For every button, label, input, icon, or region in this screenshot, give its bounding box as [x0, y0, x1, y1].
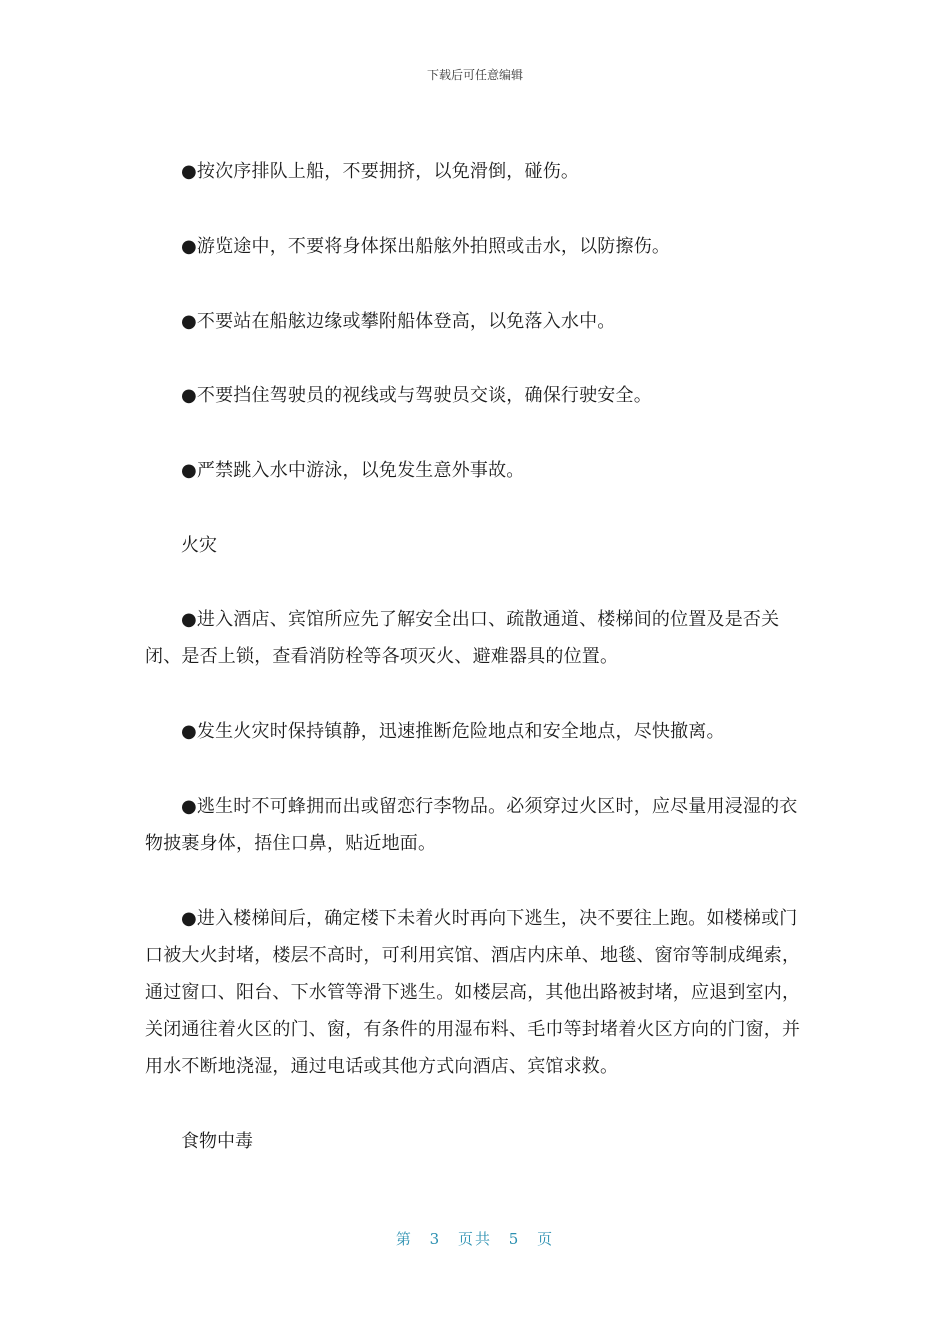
boat-item-4: ●不要挡住驾驶员的视线或与驾驶员交谈，确保行驶安全。 — [181, 385, 652, 406]
page-header: 下载后可任意编辑 — [426, 68, 523, 82]
section-heading-food-poisoning: 食物中毒 — [181, 1131, 253, 1152]
boat-item-2: ●游览途中，不要将身体探出船舷外拍照或击水，以防擦伤。 — [181, 236, 671, 257]
fire-item-2: ●发生火灾时保持镇静，迅速推断危险地点和安全地点，尽快撤离。 — [181, 721, 725, 742]
fire-item-4: ●进入楼梯间后，确定楼下未着火时再向下逃生，决不要往上跑。如楼梯或门口被大火封堵，楼层不高时，可利用宾馆、酒店内床单、地毯、窗帘等制成绳索，通过窗口、阳台、下水管等滑下逃生。如楼层高，其他出路被封堵，应退到室内，关闭通往着火区的门、窗，有条件的用湿布料、毛巾等封堵着火区方向的门窗，并用水不断地浇湿，通过电话或其他方式向酒店、宾馆求救。 — [145, 908, 801, 1077]
fire-item-1: ●进入酒店、宾馆所应先了解安全出口、疏散通道、楼梯间的位置及是否关闭、是否上锁，查看消防栓等各项灭火、避难器具的位置。 — [145, 609, 780, 667]
boat-item-3: ●不要站在船舷边缘或攀附船体登高，以免落入水中。 — [181, 311, 616, 332]
fire-item-3: ●逃生时不可蜂拥而出或留恋行李物品。必须穿过火区时，应尽量用浸湿的衣物披裹身体，捂住口鼻，贴近地面。 — [145, 796, 798, 854]
section-heading-fire: 火灾 — [181, 535, 217, 556]
page-footer: 第 3 页共 5 页 — [395, 1230, 555, 1248]
boat-item-1: ●按次序排队上船，不要拥挤，以免滑倒，碰伤。 — [181, 161, 580, 182]
boat-item-5: ●严禁跳入水中游泳，以免发生意外事故。 — [181, 460, 525, 481]
